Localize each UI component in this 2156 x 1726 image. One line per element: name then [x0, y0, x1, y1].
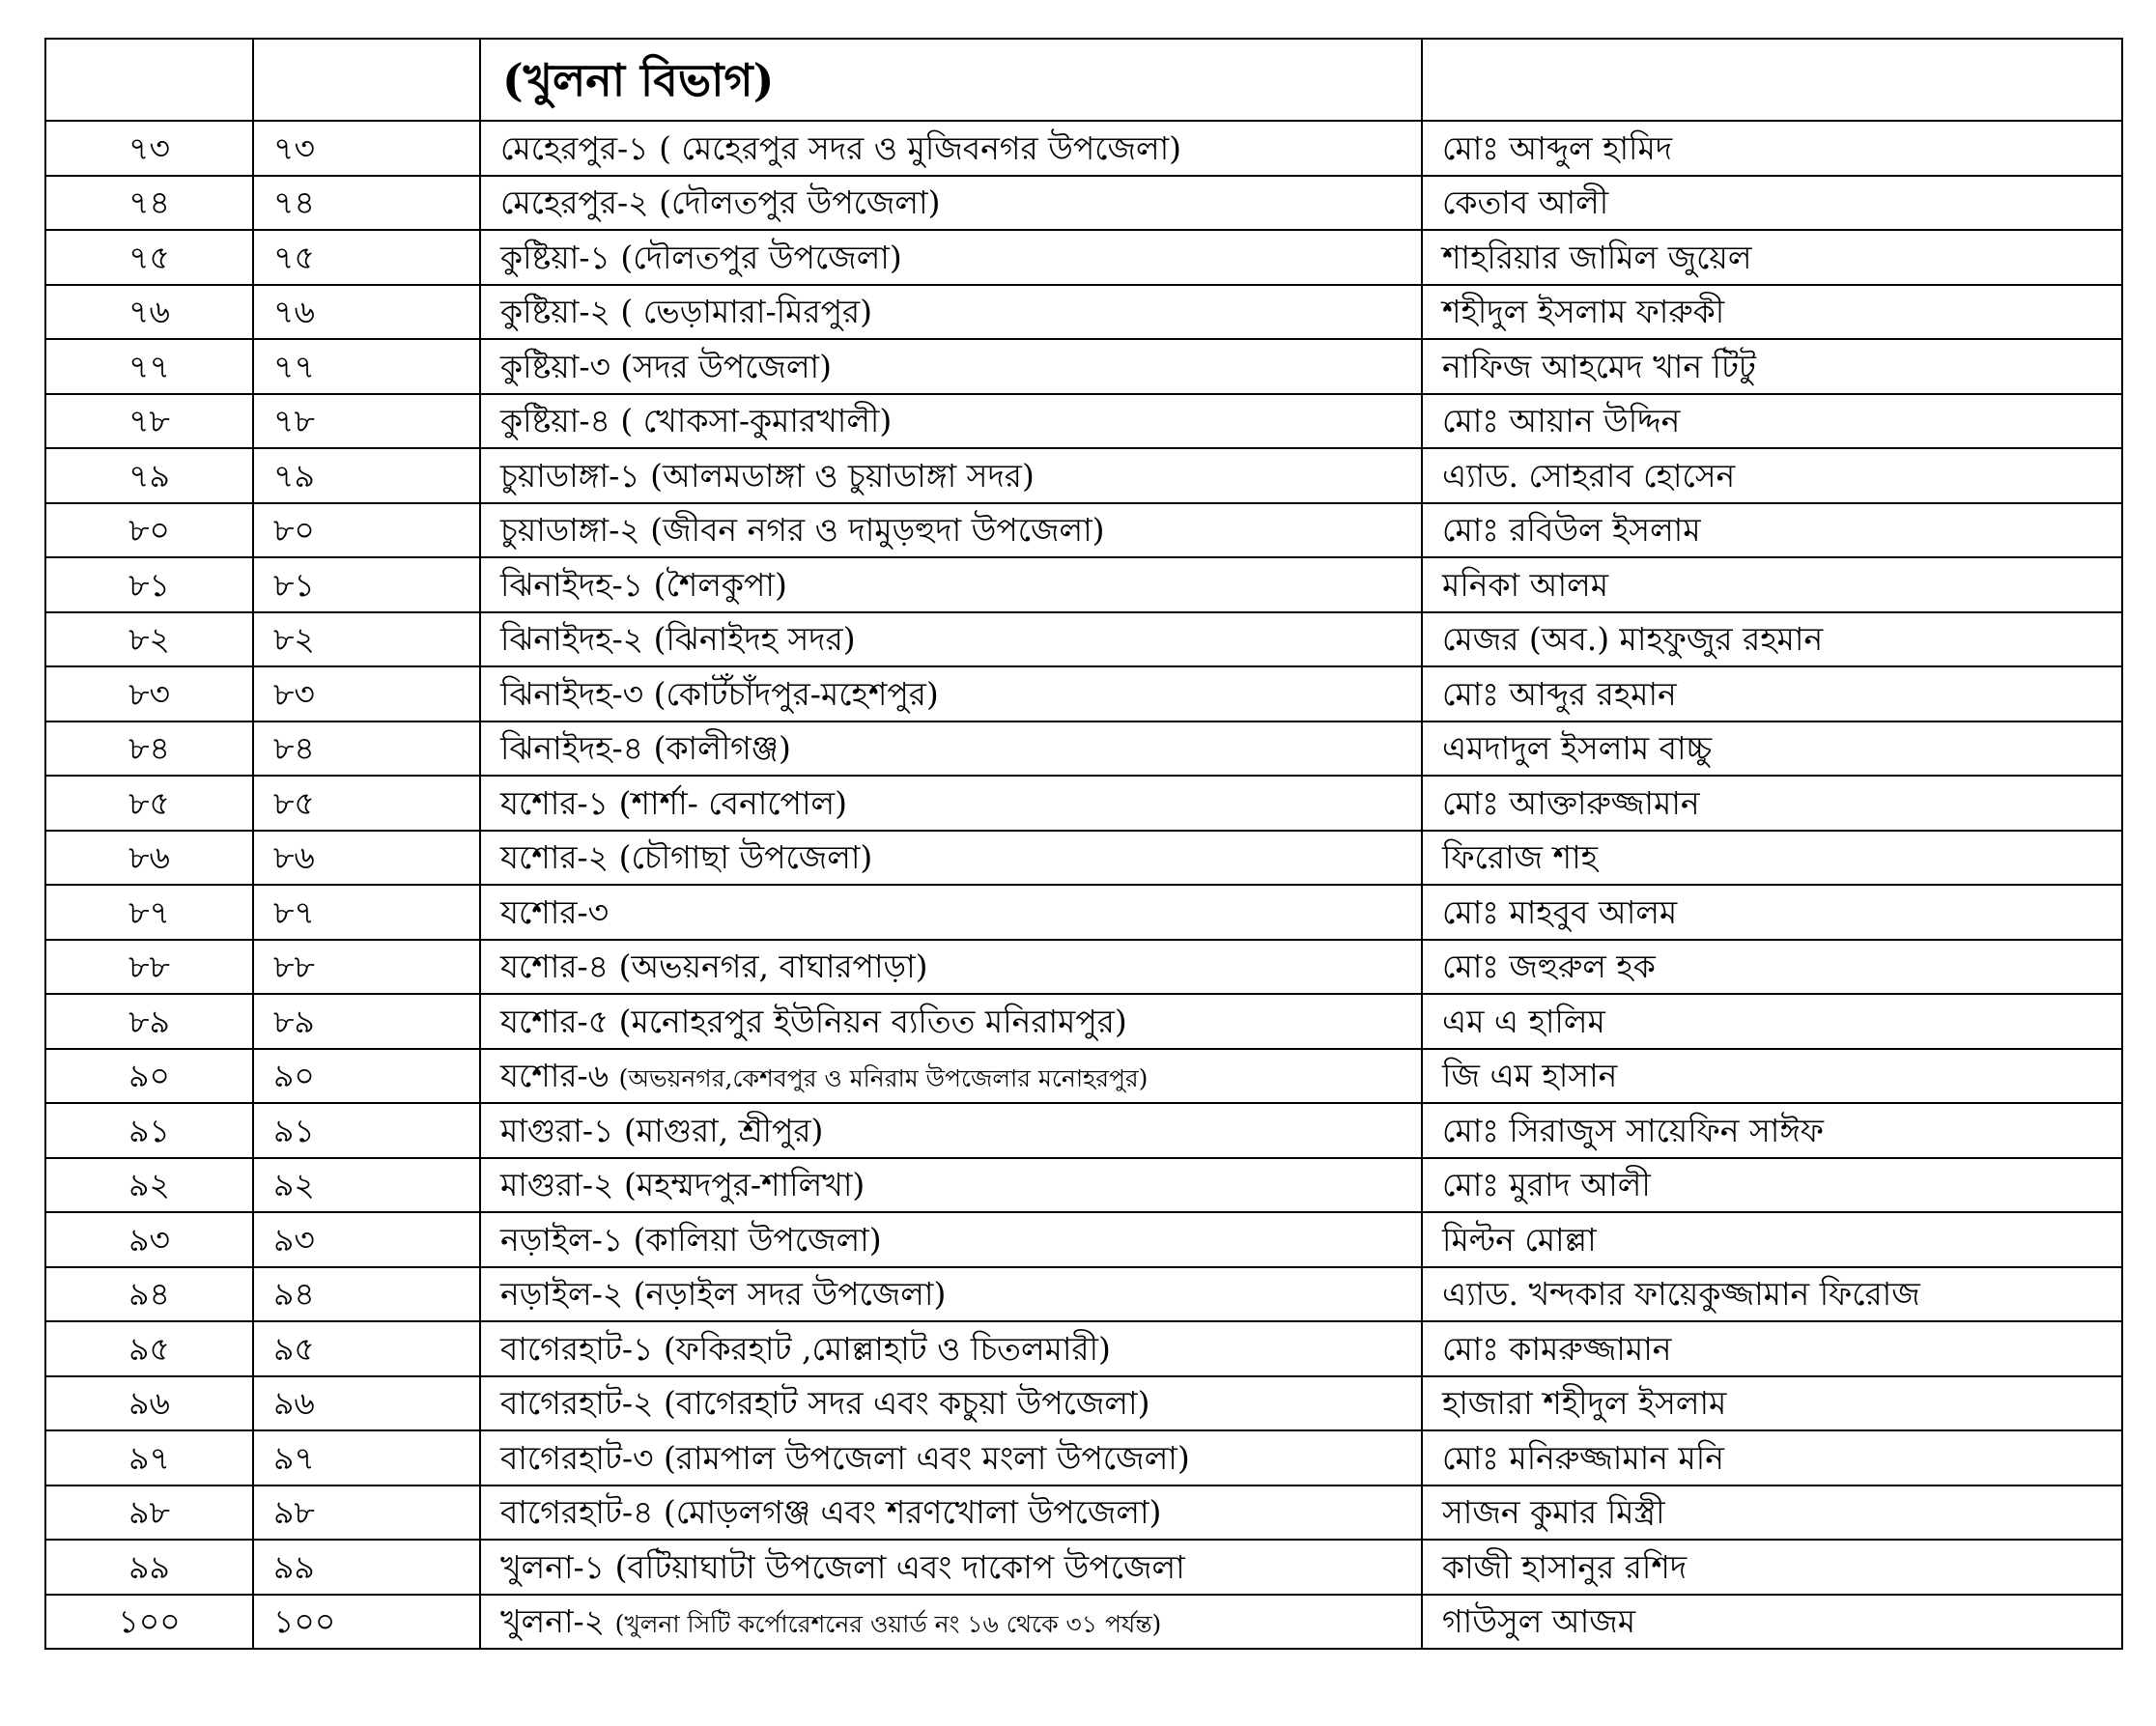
- candidate-cell: এম এ হালিম: [1422, 994, 2122, 1049]
- table-row: [45, 448, 2122, 503]
- candidate-cell: মিল্টন মোল্লা: [1422, 1212, 2122, 1267]
- header-seat-cell: [253, 39, 480, 121]
- table-row: [45, 666, 2122, 722]
- serial-cell: ৯০: [45, 1049, 253, 1104]
- constituency-name: মাগুরা-২ (মহম্মদপুর-শালিখা): [500, 1166, 865, 1204]
- constituency-cell: [480, 1049, 1422, 1104]
- table-row: [45, 394, 2122, 449]
- constituency-cell: [480, 1540, 1422, 1595]
- constituency-cell: [480, 339, 1422, 394]
- table-row: [45, 994, 2122, 1049]
- constituency-name: যশোর-৪ (অভয়নগর, বাঘারপাড়া): [500, 948, 928, 986]
- candidate-cell: মোঃ আয়ান উদ্দিন: [1422, 394, 2122, 449]
- constituency-name: যশোর-৩: [500, 892, 610, 931]
- seat-number-cell: ৮৫: [253, 776, 480, 831]
- serial-cell: ১০০: [45, 1595, 253, 1650]
- constituency-cell: [480, 831, 1422, 886]
- constituency-cell: [480, 394, 1422, 449]
- serial-cell: ৮৭: [45, 885, 253, 940]
- constituency-name: খুলনা-১ (বটিয়াঘাটা উপজেলা এবং দাকোপ উপজেলা: [500, 1547, 1185, 1586]
- serial-cell: ৭৮: [45, 394, 253, 449]
- constituency-name: নড়াইল-১ (কালিয়া উপজেলা): [500, 1220, 882, 1259]
- candidate-cell: মোঃ মনিরুজ্জামান মনি: [1422, 1430, 2122, 1485]
- candidate-cell: মেজর (অব.) মাহফুজুর রহমান: [1422, 612, 2122, 667]
- table-row: [45, 176, 2122, 231]
- serial-cell: ৯১: [45, 1103, 253, 1158]
- constituency-name: যশোর-১ (শার্শা- বেনাপোল): [500, 783, 847, 822]
- header-candidate-cell: [1422, 39, 2122, 121]
- serial-cell: ৮৩: [45, 666, 253, 722]
- constituency-name: বাগেরহাট-১ (ফকিরহাট ,মোল্লাহাট ও চিতলমারী): [500, 1329, 1111, 1368]
- constituency-cell: [480, 885, 1422, 940]
- serial-cell: ৯৭: [45, 1430, 253, 1485]
- constituency-cell: [480, 776, 1422, 831]
- constituency-detail: (অভয়নগর,কেশবপুর ও মনিরাম উপজেলার মনোহরপুর): [618, 1064, 1149, 1093]
- table-row: [45, 1267, 2122, 1322]
- serial-cell: ৯৩: [45, 1212, 253, 1267]
- table-row: [45, 1321, 2122, 1376]
- candidate-cell: ফিরোজ শাহ: [1422, 831, 2122, 886]
- header-row: [45, 39, 2122, 121]
- seat-number-cell: ৯৮: [253, 1485, 480, 1541]
- table-row: [45, 1049, 2122, 1104]
- seat-number-cell: ৭৭: [253, 339, 480, 394]
- seat-number-cell: ৭৩: [253, 121, 480, 176]
- serial-cell: ৯৯: [45, 1540, 253, 1595]
- constituency-cell: [480, 612, 1422, 667]
- serial-cell: ৭৭: [45, 339, 253, 394]
- table-row: [45, 1158, 2122, 1213]
- seat-number-cell: ৯০: [253, 1049, 480, 1104]
- table-row: [45, 722, 2122, 777]
- seat-number-cell: ৯৬: [253, 1376, 480, 1431]
- table-row: [45, 776, 2122, 831]
- serial-cell: ৮৫: [45, 776, 253, 831]
- constituency-name: ঝিনাইদহ-৪ (কালীগঞ্জ): [500, 729, 791, 768]
- constituency-name: ঝিনাইদহ-১ (শৈলকুপা): [500, 565, 787, 604]
- candidate-cell: গাউসুল আজম: [1422, 1595, 2122, 1650]
- candidate-cell: এ্যাড. সোহরাব হোসেন: [1422, 448, 2122, 503]
- candidate-cell: মোঃ আব্দুল হামিদ: [1422, 121, 2122, 176]
- table-body: [45, 39, 2122, 1649]
- seat-number-cell: ৯২: [253, 1158, 480, 1213]
- seat-number-cell: ৭৬: [253, 285, 480, 340]
- constituency-cell: [480, 1212, 1422, 1267]
- candidate-cell: শাহরিয়ার জামিল জুয়েল: [1422, 230, 2122, 285]
- constituency-cell: [480, 1430, 1422, 1485]
- table-row: [45, 121, 2122, 176]
- table-row: [45, 230, 2122, 285]
- table-row: [45, 557, 2122, 612]
- table-row: [45, 1103, 2122, 1158]
- serial-cell: ৮৪: [45, 722, 253, 777]
- serial-cell: ৮৮: [45, 940, 253, 995]
- constituency-name: বাগেরহাট-৪ (মোড়লগঞ্জ এবং শরণখোলা উপজেলা): [500, 1493, 1162, 1532]
- candidate-cell: মনিকা আলম: [1422, 557, 2122, 612]
- table-row: [45, 1485, 2122, 1541]
- serial-cell: ৯৫: [45, 1321, 253, 1376]
- constituency-cell: [480, 1321, 1422, 1376]
- serial-cell: ৯২: [45, 1158, 253, 1213]
- candidate-cell: জি এম হাসান: [1422, 1049, 2122, 1104]
- candidate-cell: এমদাদুল ইসলাম বাচ্চু: [1422, 722, 2122, 777]
- table-row: [45, 831, 2122, 886]
- candidate-cell: মোঃ মাহবুব আলম: [1422, 885, 2122, 940]
- candidate-cell: কেতাব আলী: [1422, 176, 2122, 231]
- candidate-cell: নাফিজ আহমেদ খান টিটু: [1422, 339, 2122, 394]
- constituency-name: মেহেরপুর-১ ( মেহেরপুর সদর ও মুজিবনগর উপজেলা): [500, 128, 1182, 167]
- table-row: [45, 1540, 2122, 1595]
- constituency-cell: [480, 557, 1422, 612]
- constituency-cell: [480, 503, 1422, 558]
- constituency-name: কুষ্টিয়া-৩ (সদর উপজেলা): [500, 347, 832, 385]
- constituency-name: কুষ্টিয়া-১ (দৌলতপুর উপজেলা): [500, 238, 902, 276]
- seat-number-cell: ৭৪: [253, 176, 480, 231]
- table-row: [45, 1595, 2122, 1650]
- table-row: [45, 1376, 2122, 1431]
- constituency-name: কুষ্টিয়া-৪ ( খোকসা-কুমারখালী): [500, 402, 893, 440]
- seat-number-cell: ৮১: [253, 557, 480, 612]
- serial-cell: ৭৪: [45, 176, 253, 231]
- constituency-cell: [480, 1158, 1422, 1213]
- constituency-cell: [480, 1103, 1422, 1158]
- candidate-cell: মোঃ রবিউল ইসলাম: [1422, 503, 2122, 558]
- constituency-name: চুয়াডাঙ্গা-২ (জীবন নগর ও দামুড়হুদা উপজেলা): [500, 511, 1105, 550]
- candidate-cell: এ্যাড. খন্দকার ফায়েকুজ্জামান ফিরোজ: [1422, 1267, 2122, 1322]
- seat-number-cell: ৯৭: [253, 1430, 480, 1485]
- seat-list-table: [44, 38, 2123, 1650]
- constituency-cell: [480, 666, 1422, 722]
- table-row: [45, 940, 2122, 995]
- constituency-name: বাগেরহাট-২ (বাগেরহাট সদর এবং কচুয়া উপজেলা): [500, 1384, 1150, 1423]
- candidate-cell: হাজারা শহীদুল ইসলাম: [1422, 1376, 2122, 1431]
- serial-cell: ৮১: [45, 557, 253, 612]
- seat-number-cell: ৮৯: [253, 994, 480, 1049]
- seat-number-cell: ৭৯: [253, 448, 480, 503]
- serial-cell: ৮৬: [45, 831, 253, 886]
- constituency-name: কুষ্টিয়া-২ ( ভেড়ামারা-মিরপুর): [500, 293, 872, 331]
- serial-cell: ৮৯: [45, 994, 253, 1049]
- constituency-cell: [480, 994, 1422, 1049]
- constituency-cell: [480, 1485, 1422, 1541]
- table-row: [45, 885, 2122, 940]
- header-serial-cell: [45, 39, 253, 121]
- constituency-cell: [480, 722, 1422, 777]
- constituency-name: বাগেরহাট-৩ (রামপাল উপজেলা এবং মংলা উপজেলা): [500, 1438, 1190, 1477]
- seat-number-cell: ৭৫: [253, 230, 480, 285]
- serial-cell: ৮০: [45, 503, 253, 558]
- table-row: [45, 1212, 2122, 1267]
- table-row: [45, 1430, 2122, 1485]
- constituency-cell: [480, 448, 1422, 503]
- constituency-cell: [480, 285, 1422, 340]
- candidate-cell: মোঃ সিরাজুস সায়েফিন সাঈফ: [1422, 1103, 2122, 1158]
- seat-number-cell: ৯৩: [253, 1212, 480, 1267]
- seat-number-cell: ৮২: [253, 612, 480, 667]
- candidate-cell: কাজী হাসানুর রশিদ: [1422, 1540, 2122, 1595]
- division-title: (খুলনা বিভাগ): [480, 39, 1422, 121]
- seat-number-cell: ৮৬: [253, 831, 480, 886]
- constituency-detail: (খুলনা সিটি কর্পোরেশনের ওয়ার্ড নং ১৬ থেকে ৩১ পর্যন্ত): [614, 1610, 1162, 1639]
- constituency-name: চুয়াডাঙ্গা-১ (আলমডাঙ্গা ও চুয়াডাঙ্গা সদর): [500, 456, 1035, 495]
- constituency-cell: [480, 1376, 1422, 1431]
- seat-number-cell: ৯৪: [253, 1267, 480, 1322]
- seat-number-cell: ১০০: [253, 1595, 480, 1650]
- candidate-cell: মোঃ আক্তারুজ্জামান: [1422, 776, 2122, 831]
- candidate-cell: সাজন কুমার মিস্ত্রী: [1422, 1485, 2122, 1541]
- constituency-cell: [480, 1267, 1422, 1322]
- serial-cell: ৯৮: [45, 1485, 253, 1541]
- seat-number-cell: ৯১: [253, 1103, 480, 1158]
- candidate-cell: মোঃ কামরুজ্জামান: [1422, 1321, 2122, 1376]
- seat-number-cell: ৯৫: [253, 1321, 480, 1376]
- constituency-name: মাগুরা-১ (মাগুরা, শ্রীপুর): [500, 1111, 824, 1149]
- constituency-name: খুলনা-২: [500, 1602, 615, 1641]
- serial-cell: ৭৬: [45, 285, 253, 340]
- seat-number-cell: ৮৭: [253, 885, 480, 940]
- constituency-cell: [480, 940, 1422, 995]
- seat-number-cell: ৮৩: [253, 666, 480, 722]
- constituency-name: যশোর-৫ (মনোহরপুর ইউনিয়ন ব্যতিত মনিরামপুর): [500, 1002, 1127, 1040]
- candidate-cell: মোঃ মুরাদ আলী: [1422, 1158, 2122, 1213]
- serial-cell: ৯৪: [45, 1267, 253, 1322]
- table-row: [45, 339, 2122, 394]
- constituency-name: যশোর-৬: [500, 1057, 619, 1095]
- table-row: [45, 285, 2122, 340]
- constituency-cell: [480, 1595, 1422, 1650]
- constituency-name: ঝিনাইদহ-৩ (কোটঁচাঁদপুর-মহেশপুর): [500, 674, 939, 713]
- seat-number-cell: ৭৮: [253, 394, 480, 449]
- constituency-cell: [480, 176, 1422, 231]
- constituency-name: যশোর-২ (চৌগাছা উপজেলা): [500, 838, 873, 877]
- serial-cell: ৭৩: [45, 121, 253, 176]
- seat-number-cell: ৮৪: [253, 722, 480, 777]
- constituency-name: মেহেরপুর-২ (দৌলতপুর উপজেলা): [500, 184, 941, 222]
- serial-cell: ৭৯: [45, 448, 253, 503]
- serial-cell: ৯৬: [45, 1376, 253, 1431]
- table-row: [45, 612, 2122, 667]
- serial-cell: ৭৫: [45, 230, 253, 285]
- seat-number-cell: ৯৯: [253, 1540, 480, 1595]
- candidate-cell: শহীদুল ইসলাম ফারুকী: [1422, 285, 2122, 340]
- constituency-name: নড়াইল-২ (নড়াইল সদর উপজেলা): [500, 1275, 947, 1314]
- seat-number-cell: ৮০: [253, 503, 480, 558]
- serial-cell: ৮২: [45, 612, 253, 667]
- candidate-cell: মোঃ জহুরুল হক: [1422, 940, 2122, 995]
- constituency-name: ঝিনাইদহ-২ (ঝিনাইদহ সদর): [500, 620, 856, 659]
- table-row: [45, 503, 2122, 558]
- constituency-cell: [480, 121, 1422, 176]
- candidate-cell: মোঃ আব্দুর রহমান: [1422, 666, 2122, 722]
- constituency-cell: [480, 230, 1422, 285]
- seat-number-cell: ৮৮: [253, 940, 480, 995]
